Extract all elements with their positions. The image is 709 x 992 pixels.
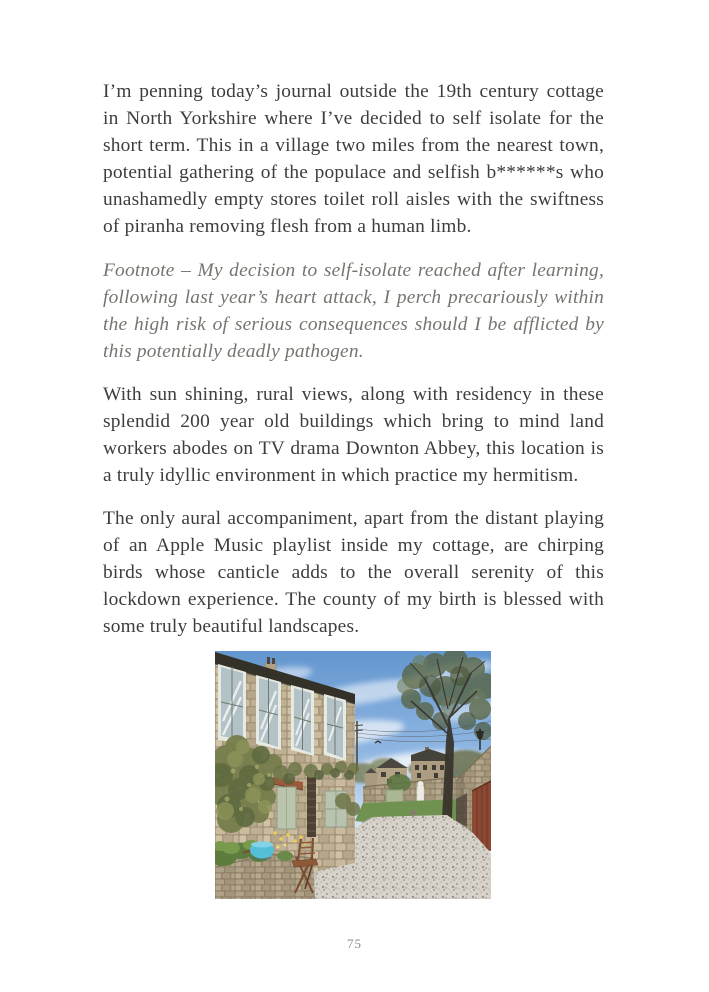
- page-number: 75: [347, 936, 362, 951]
- paragraph-3: With sun shining, rural views, along with residency in these splendid 200 year old buildings which bring to mind land workers abodes on TV drama Downton Abbey, this location is a truly idyllic environment in which practice my hermitism.: [103, 384, 604, 486]
- journal-text: [103, 78, 604, 657]
- foreground-garden: [215, 838, 318, 899]
- paragraph-4: The only aural accompaniment, apart from the distant playing of an Apple Music playlist inside my cottage, are chirping birds whose canticle adds to the overall serenity of this lockdown experience. The county of my birth is blessed with some truly beautiful landscapes.: [103, 508, 604, 637]
- paragraph-1: I’m penning today’s journal outside the 19th century cottage in North Yorkshire where I’ve decided to self isolate for the short term. This in a village two miles from the nearest town, potential gathering of the populace and selfish b******s who unashamedly empty stores toilet roll aisles with the swiftness of piranha removing flesh from a human limb.: [103, 81, 604, 237]
- cottage-photo: [215, 651, 491, 899]
- cottage-photo-illustration: [215, 651, 491, 899]
- paragraph-footnote: Footnote – My decision to self-isolate reached after learning, following last year’s heart attack, I perch precariously within the high risk of serious consequences should I be afflicted by this potentially deadly pathogen.: [103, 260, 604, 362]
